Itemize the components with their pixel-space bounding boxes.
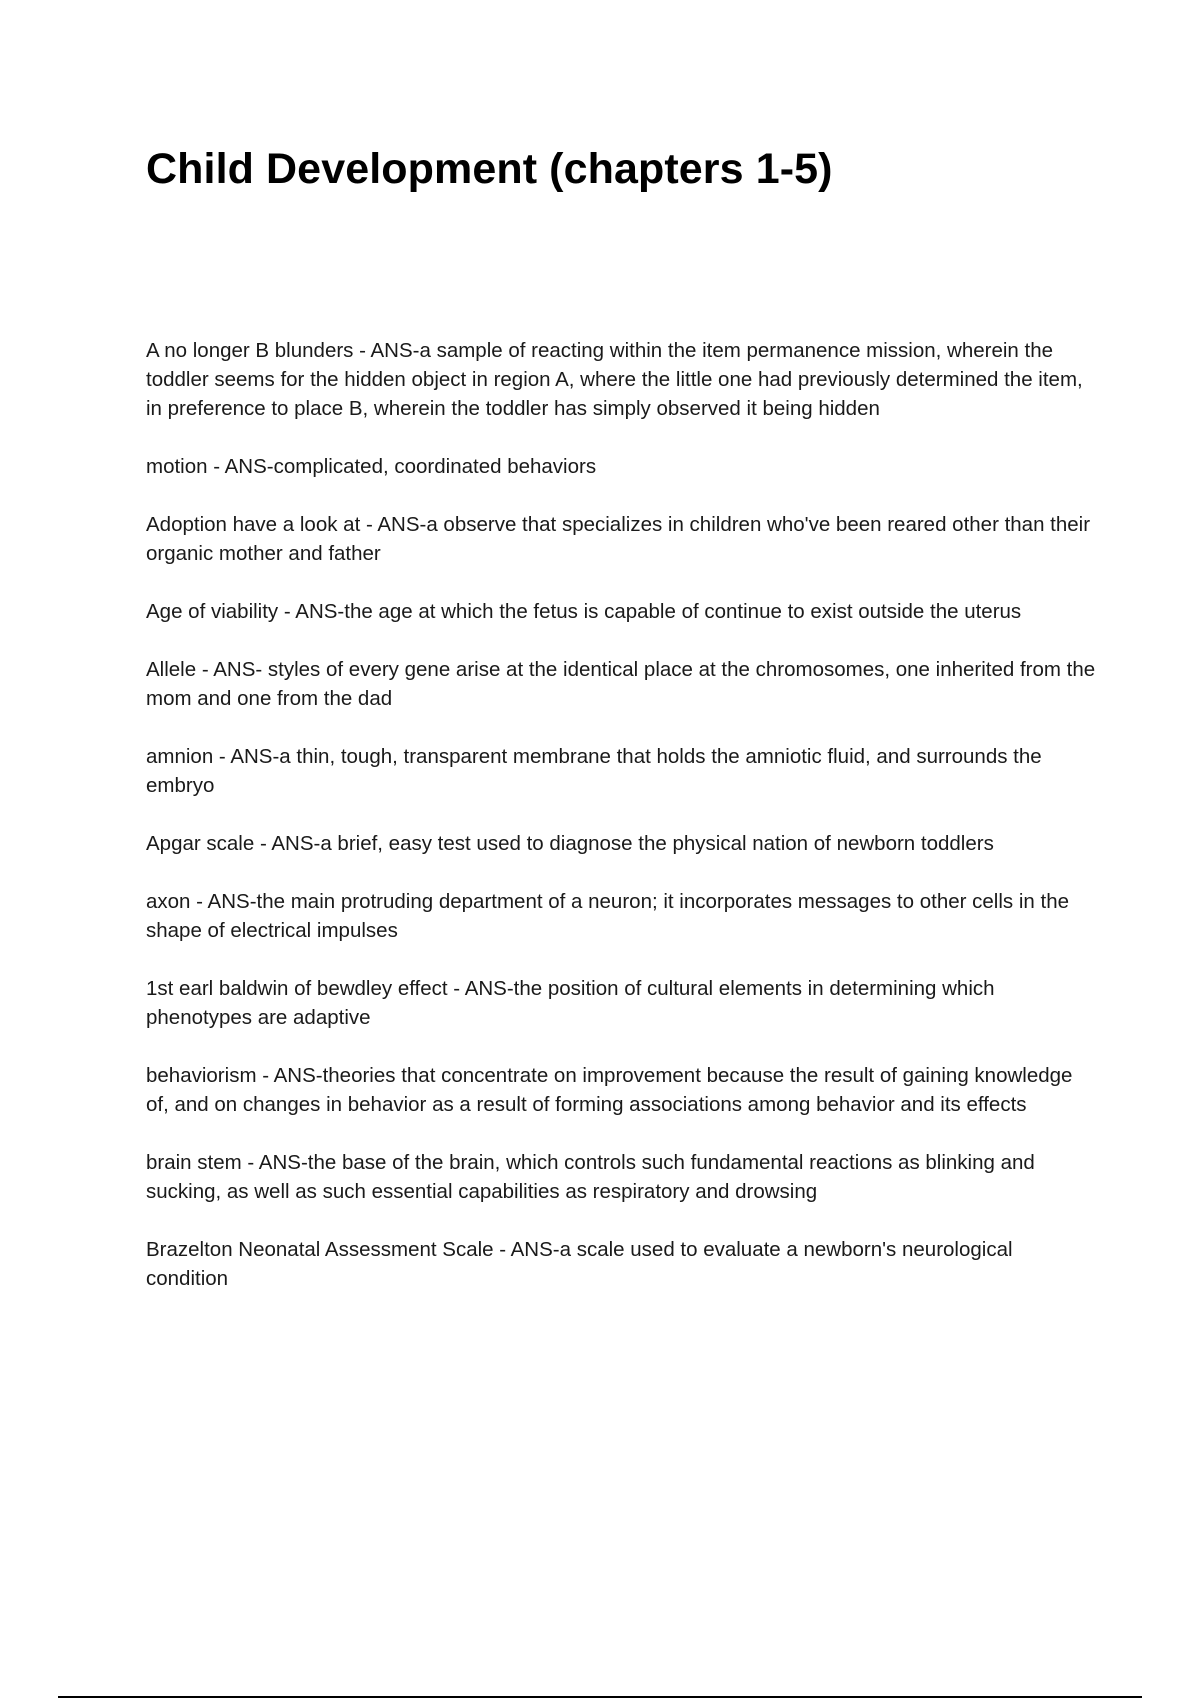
- glossary-entry: Age of viability - ANS-the age at which the fetus is capable of continue to exist outside the uterus: [146, 600, 1022, 623]
- glossary-entry: motion - ANS-complicated, coordinated behaviors: [146, 455, 597, 478]
- glossary-entry: Brazelton Neonatal Assessment Scale - ANS-a scale used to evaluate a newborn's neurological condition: [146, 1238, 1013, 1290]
- glossary-entry: Apgar scale - ANS-a brief, easy test used to diagnose the physical nation of newborn toddlers: [146, 832, 994, 855]
- glossary-entry: behaviorism - ANS-theories that concentrate on improvement because the result of gaining knowledge of, and on changes in behavior as a result of forming associations among behavior and its effects: [146, 1064, 1073, 1116]
- glossary-entry: 1st earl baldwin of bewdley effect - ANS-the position of cultural elements in determining which phenotypes are adaptive: [146, 977, 995, 1029]
- glossary-entry: brain stem - ANS-the base of the brain, which controls such fundamental reactions as blinking and sucking, as well as such essential capabilities as respiratory and drowsing: [146, 1151, 1035, 1203]
- glossary-entry: A no longer B blunders - ANS-a sample of reacting within the item permanence mission, wherein the toddler seems for the hidden object in region A, where the little one had previously determined the item, in preference to place B, wherein the toddler has simply observed it being hidden: [146, 339, 1083, 420]
- glossary-entries: [146, 336, 1096, 1322]
- footer-divider: [58, 1696, 1142, 1698]
- glossary-entry: Adoption have a look at - ANS-a observe that specializes in children who've been reared other than their organic mother and father: [146, 513, 1091, 565]
- glossary-entry: axon - ANS-the main protruding department of a neuron; it incorporates messages to other cells in the shape of electrical impulses: [146, 890, 1070, 942]
- glossary-entry: amnion - ANS-a thin, tough, transparent membrane that holds the amniotic fluid, and surrounds the embryo: [146, 745, 1042, 797]
- glossary-entry: Allele - ANS- styles of every gene arise at the identical place at the chromosomes, one inherited from the mom and one from the dad: [146, 658, 1096, 710]
- document-title: Child Development (chapters 1-5): [146, 145, 833, 193]
